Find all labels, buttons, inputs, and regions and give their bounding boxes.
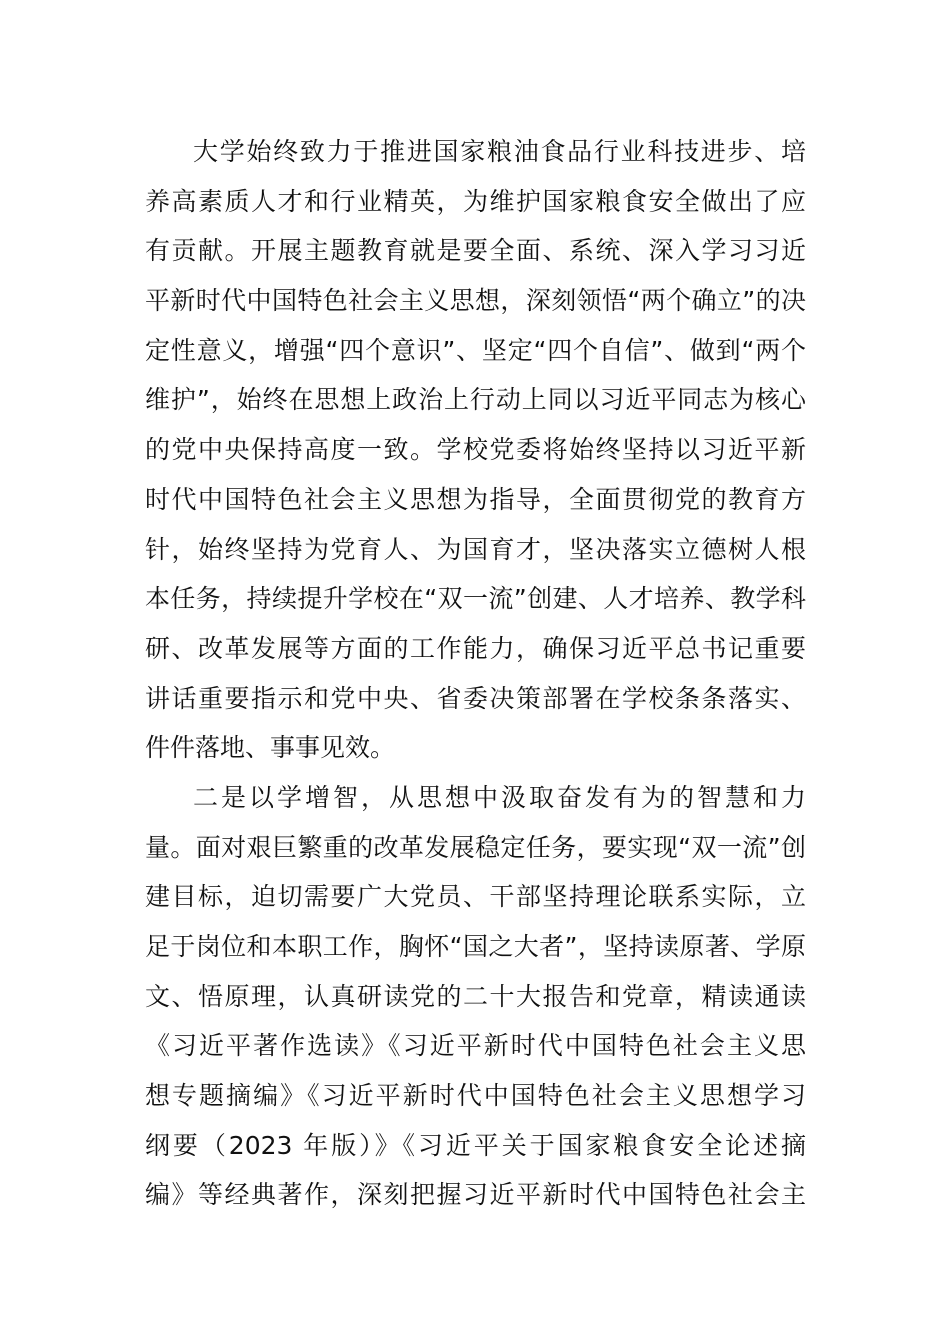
document-page [145, 127, 806, 1220]
paragraph-1 [145, 127, 806, 773]
text-line: 大学始终致力于推进国家粮油食品行业科技进步、培 [193, 137, 806, 166]
text-line: 讲话重要指示和党中央、省委决策部署在学校条条落实、 [145, 683, 806, 713]
text-line: 定性意义，增强“四个意识”、坚定“四个自信”、做到“两个 [145, 335, 806, 365]
text-line: 研、改革发展等方面的工作能力，确保习近平总书记重要 [145, 633, 806, 663]
text-line: 纲要（2023 年版）》《习近平关于国家粮食安全论述摘 [145, 1130, 806, 1160]
text-line: 针，始终坚持为党育人、为国育才，坚决落实立德树人根 [145, 534, 806, 564]
text-line: 编》等经典著作，深刻把握习近平新时代中国特色社会主 [145, 1180, 806, 1210]
text-line: 二是以学增智，从思想中汲取奋发有为的智慧和力 [193, 782, 806, 812]
text-line: 建目标，迫切需要广大党员、干部坚持理论联系实际，立 [145, 882, 806, 912]
text-line: 平新时代中国特色社会主义思想，深刻领悟“两个确立”的决 [145, 286, 806, 316]
text-line: 想专题摘编》《习近平新时代中国特色社会主义思想学习 [145, 1081, 806, 1111]
text-line: 时代中国特色社会主义思想为指导，全面贯彻党的教育方 [145, 484, 806, 514]
text-line: 《习近平著作选读》《习近平新时代中国特色社会主义思 [145, 1031, 806, 1061]
paragraph-2 [145, 773, 806, 1220]
text-line: 足于岗位和本职工作，胸怀“国之大者”，坚持读原著、学原 [145, 932, 806, 961]
text-line: 养高素质人才和行业精英，为维护国家粮食安全做出了应 [145, 186, 806, 216]
text-line: 文、悟原理，认真研读党的二十大报告和党章，精读通读 [145, 981, 806, 1011]
text-line: 维护”，始终在思想上政治上行动上同以习近平同志为核心 [145, 385, 806, 415]
text-line: 的党中央保持高度一致。学校党委将始终坚持以习近平新 [145, 435, 806, 465]
text-line: 本任务，持续提升学校在“双一流”创建、人才培养、教学科 [145, 584, 806, 614]
text-line: 有贡献。开展主题教育就是要全面、系统、深入学习习近 [145, 236, 806, 266]
text-line: 量。面对艰巨繁重的改革发展稳定任务，要实现“双一流”创 [145, 832, 806, 862]
text-line: 件件落地、事事见效。 [145, 733, 396, 763]
